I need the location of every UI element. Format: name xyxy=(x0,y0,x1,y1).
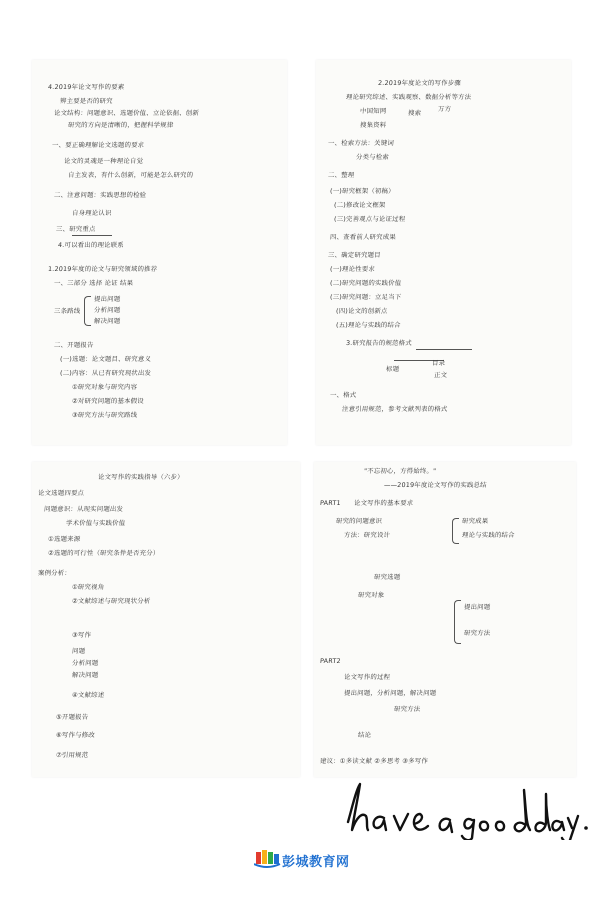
note-line: 3.研究报告的规范格式 xyxy=(345,339,413,347)
note-line: ②选题的可行性（研究条件是否充分） xyxy=(47,549,160,557)
note-line: 一、格式 xyxy=(329,391,357,399)
note-line: ④文献综述 xyxy=(71,691,105,699)
handwritten-signature xyxy=(340,780,590,840)
note-line: 4.可以看出的理论联系 xyxy=(57,241,125,249)
note-line: 理论研究综述、实践观察、数据分析等方法 xyxy=(345,93,472,101)
note-line: 建议：①多读文献 ②多思考 ③多写作 xyxy=(319,757,429,765)
note-line: 目录 xyxy=(431,359,446,367)
note-line: PART1 xyxy=(319,499,342,507)
note-line: 方法：研究设计 xyxy=(343,531,391,539)
note-line: 1.2019年度的论文与研究领域的推荐 xyxy=(47,265,158,273)
notes-page-top-left xyxy=(32,60,287,445)
note-line: ③研究方法与研究路线 xyxy=(71,411,138,419)
notes-page-bottom-right xyxy=(314,462,576,777)
note-line: (一)研究框架（初稿） xyxy=(329,187,395,195)
note-line: 万方 xyxy=(437,105,452,113)
note-line: 二、注意问题：实践思想的检验 xyxy=(53,191,147,199)
note-line: 2.2019年度论文的写作步骤 xyxy=(377,79,462,87)
note-line: 二、整理 xyxy=(327,171,355,179)
note-line: (二)研究问题的实践价值 xyxy=(329,279,402,287)
note-line: 研究的问题意识 xyxy=(335,517,383,525)
note-line: ①研究对象与研究内容 xyxy=(71,383,138,391)
note-line: 学术价值与实践价值 xyxy=(65,519,126,527)
note-line: 解决问题 xyxy=(93,317,121,325)
note-line: (二)修改论文框架 xyxy=(333,201,386,209)
note-line: 搜索 xyxy=(407,109,422,117)
note-line: ⑥写作与修改 xyxy=(55,731,96,739)
note-line: (四)论文的创新点 xyxy=(335,307,388,315)
notes-page-bottom-left xyxy=(32,462,300,777)
note-line: 三、确定研究题目 xyxy=(327,251,382,259)
note-line: 分析问题 xyxy=(93,306,121,314)
note-line: 一、检索方法：关键词 xyxy=(327,139,395,147)
note-line: ②文献综述与研究现状分析 xyxy=(71,597,151,605)
note-line: (三)研究问题：立足当下 xyxy=(329,293,402,301)
note-line: 理论与实践的结合 xyxy=(461,531,516,539)
note-line: 论文写作的过程 xyxy=(343,673,391,681)
note-line: 结论 xyxy=(357,731,372,739)
note-line: 自身理论认识 xyxy=(71,209,112,217)
note-line: 研究成果 xyxy=(461,517,489,525)
note-line: (二)内容：从已有研究现状出发 xyxy=(59,369,152,377)
note-line: 分类与检索 xyxy=(355,153,390,161)
note-line: 论文结构：问题意识、选题价值、立论依据、创新 xyxy=(53,109,200,117)
note-line: 论文选题四要点 xyxy=(37,489,85,497)
note-line: 注意引用规范，参考文献列表的格式 xyxy=(341,405,448,413)
note-line: 一、要正确理解论文选题的要求 xyxy=(51,141,145,149)
note-line: 自主发表，有什么创新，可能是怎么研究的 xyxy=(67,171,194,179)
note-line: 标题 xyxy=(385,365,400,373)
note-line: 解决问题 xyxy=(71,671,99,679)
note-line: ②对研究问题的基本假设 xyxy=(71,397,145,405)
note-line: 问题意识：从现实问题出发 xyxy=(43,505,124,513)
note-line: 三条路线 xyxy=(53,307,81,315)
note-line: 三、研究重点 xyxy=(55,225,96,233)
note-line: PART2 xyxy=(319,657,342,665)
note-line: 四、查看前人研究成果 xyxy=(329,233,397,241)
notes-page-top-right xyxy=(316,60,571,445)
site-name: 彭城教育网 xyxy=(282,855,350,870)
note-line: 研究方法 xyxy=(463,629,491,637)
note-line: (一)选题：论文题目、研究意义 xyxy=(59,355,152,363)
note-line: 论文的灵魂是一种理论自觉 xyxy=(63,157,144,165)
note-line: 研究方法 xyxy=(393,705,421,713)
note-line: 研究对象 xyxy=(357,591,385,599)
note-line: 提出问题 xyxy=(463,603,491,611)
note-line: 辨主要是否的研究 xyxy=(59,97,114,105)
note-line: ⑤开题报告 xyxy=(55,713,89,721)
note-line: (三)完善观点与论证过程 xyxy=(333,215,406,223)
note-line: ⑦引用规范 xyxy=(55,751,89,759)
note-line: ①研究视角 xyxy=(71,583,105,591)
note-line: 正文 xyxy=(433,371,448,379)
note-line: ——2019年度论文写作的实践总结 xyxy=(383,481,488,489)
note-line: 搜集资料 xyxy=(359,121,387,129)
note-line: 案例分析： xyxy=(37,569,72,577)
note-line: 4.2019年论文写作的要素 xyxy=(47,83,125,91)
note-line: 中国知网 xyxy=(359,107,387,115)
note-line: 分析问题 xyxy=(71,659,99,667)
note-line: "不忘初心，方得始终。" xyxy=(363,467,437,475)
note-line: 一、三部分 选择 论证 结果 xyxy=(53,279,134,287)
note-line: 提出问题，分析问题，解决问题 xyxy=(343,689,437,697)
note-line: ①选题来源 xyxy=(47,535,81,543)
note-line: 问题 xyxy=(71,647,86,655)
note-line: 研究的方向是清晰的，把握科学规律 xyxy=(67,121,174,129)
note-line: (一)理论性要求 xyxy=(329,265,376,273)
note-line: 研究选题 xyxy=(373,573,401,581)
note-line: 论文写作的基本要求 xyxy=(353,499,414,507)
note-line: 二、开题报告 xyxy=(53,341,94,349)
note-line: ③写作 xyxy=(71,631,92,639)
note-line: (五)理论与实践的结合 xyxy=(335,321,401,329)
note-line: 论文写作的实践指导（六步） xyxy=(97,473,184,481)
note-line: 提出问题 xyxy=(93,295,121,303)
